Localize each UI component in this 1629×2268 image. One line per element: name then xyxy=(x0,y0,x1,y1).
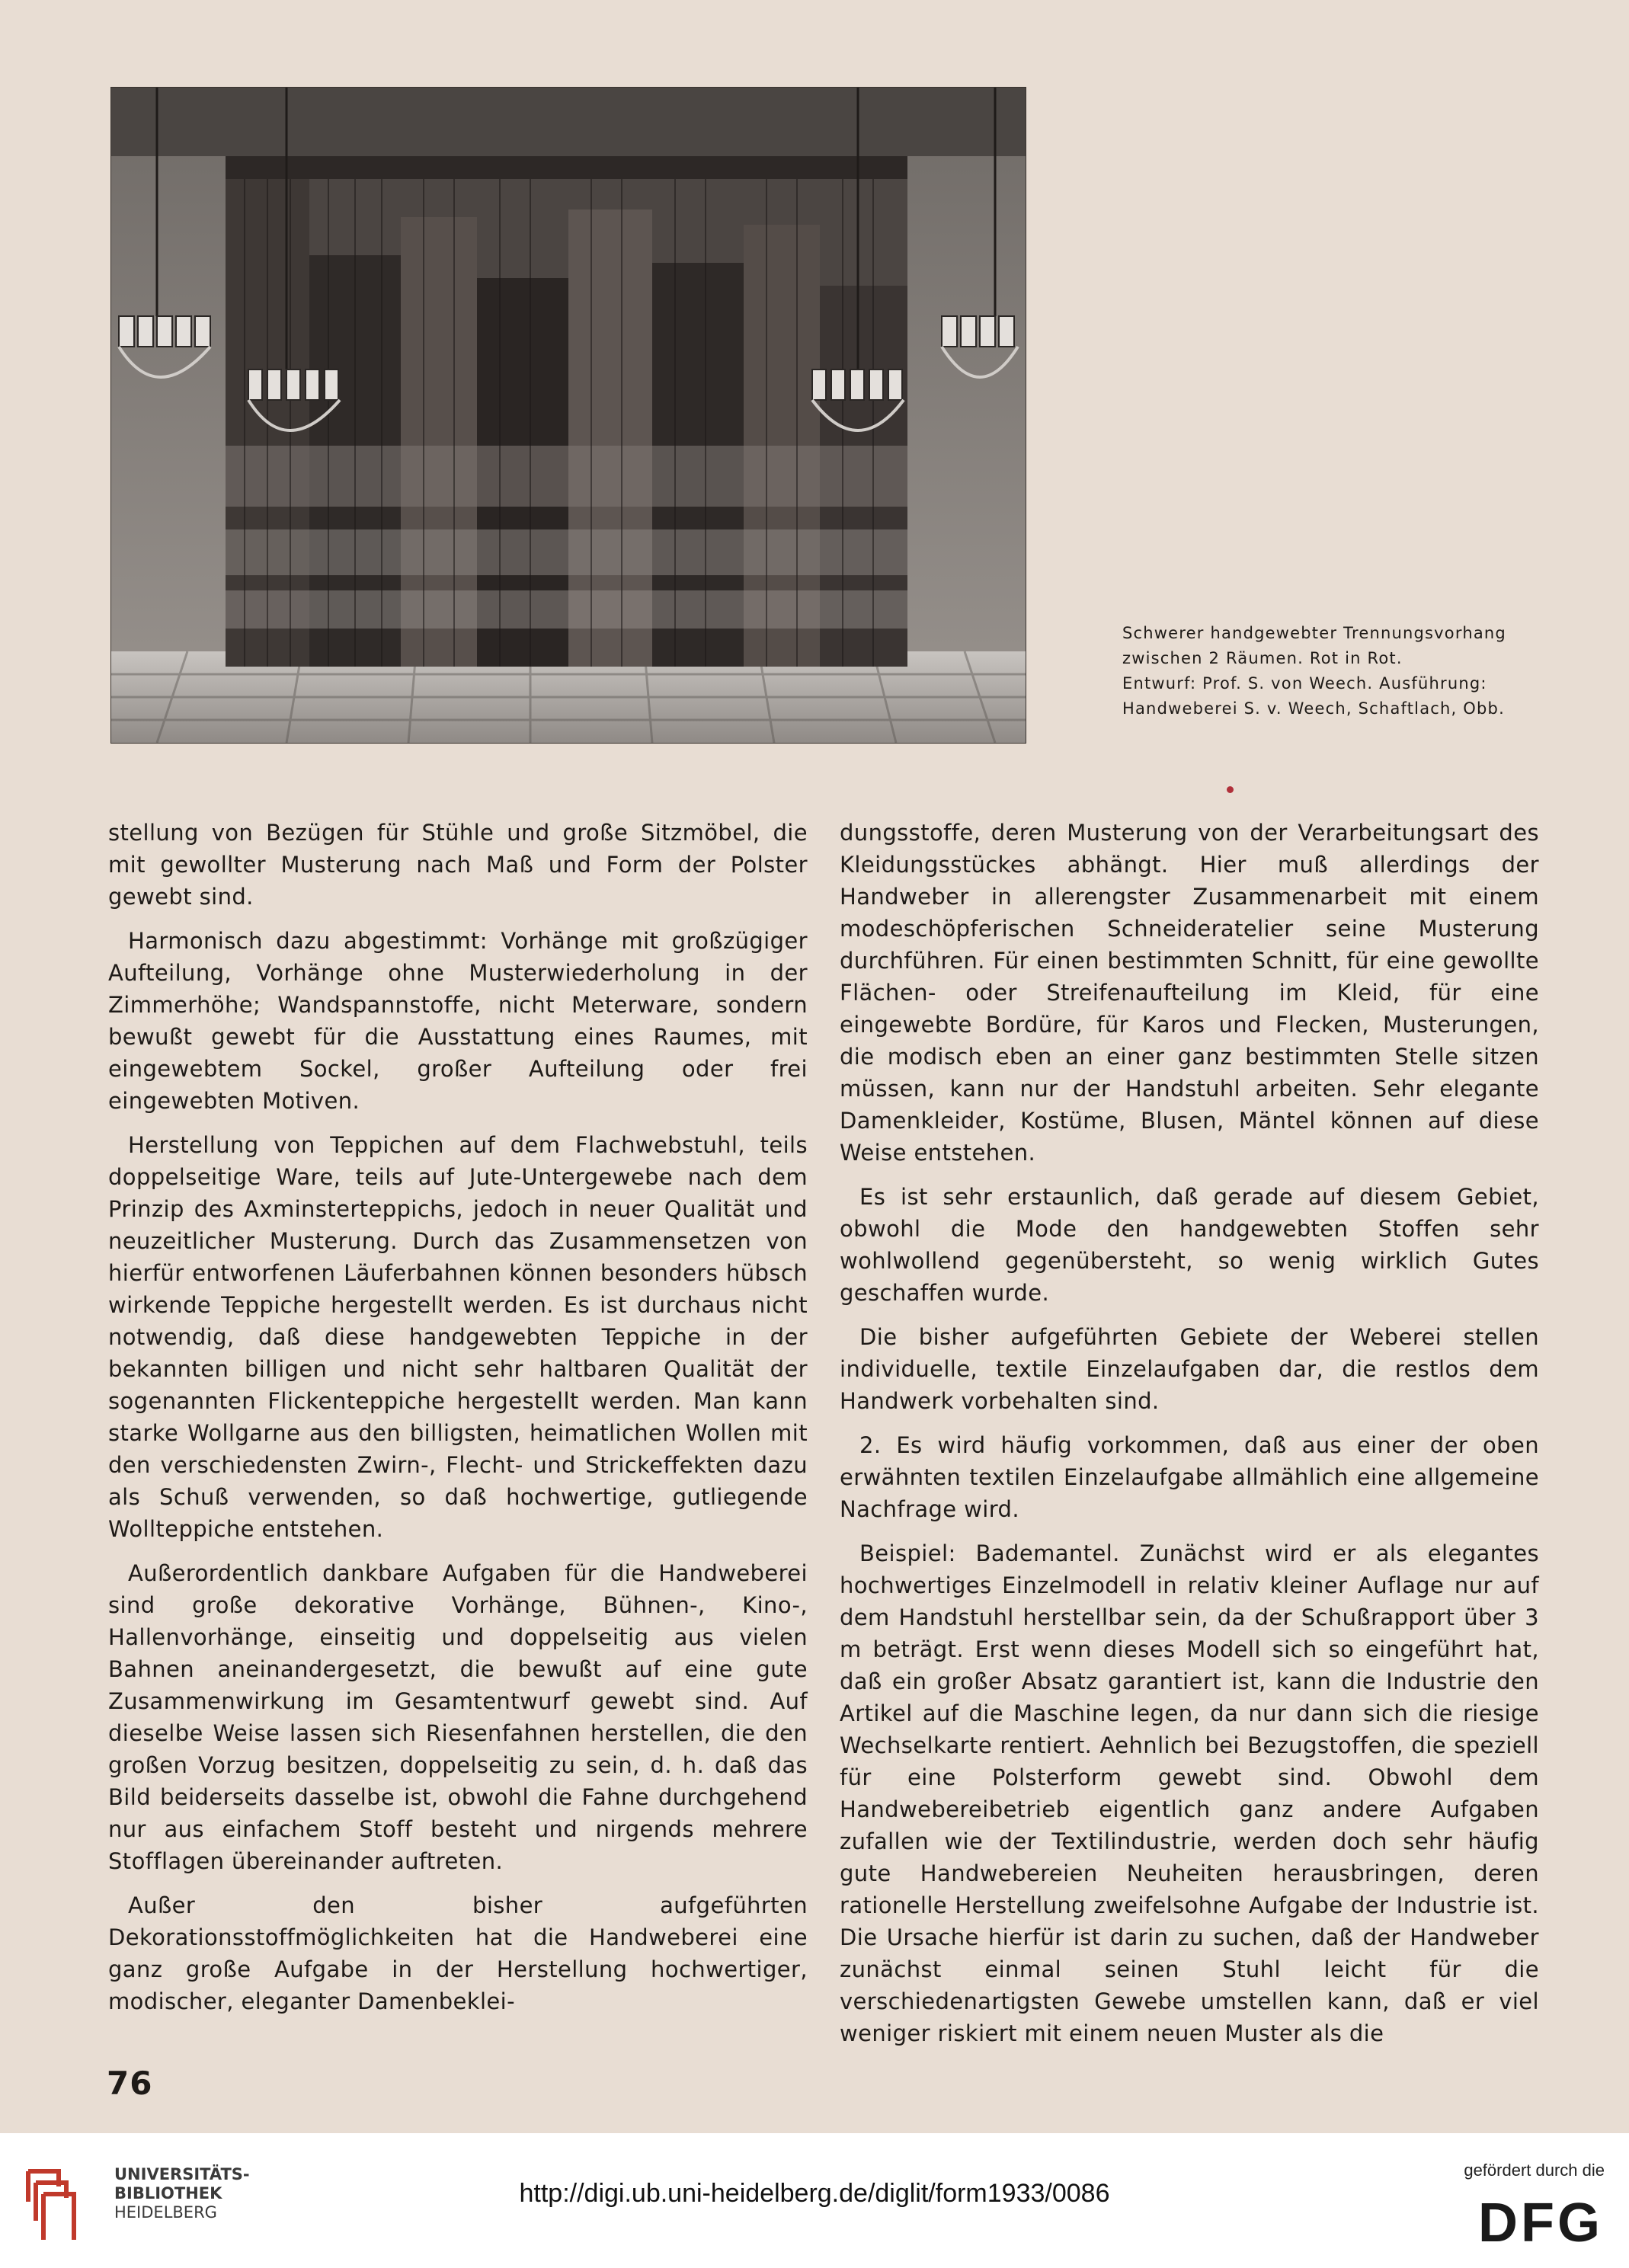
paragraph: Die bisher aufgeführten Gebiete der Weberei stellen individuelle, textile Einzelaufgaben dar, die restlos dem Handwerk vorbehalten sind. xyxy=(840,1324,1539,1414)
red-mark xyxy=(1227,786,1234,793)
caption-line: Entwurf: Prof. S. von Weech. Ausführung: xyxy=(1122,674,1487,693)
caption-line: Schwerer handgewebter Trennungsvorhang xyxy=(1122,624,1506,642)
digitization-footer xyxy=(0,2133,1629,2268)
paragraph: dungsstoffe, deren Musterung von der Verarbeitungsart des Kleidungsstückes abhängt. Hier muß allerdings der Handweber in allerengster Zusammenarbeit mit einem modeschöpferischen Schneideratelier seine Musterung durchführen. Für einen bestimmten Schnitt, für eine gewollte Flächen- oder Streifenaufteilung im Kleid, für eine eingewebte Bordüre, für Karos und Flecken, Musterungen, die modisch eben an einer ganz bestimmten Stelle sitzen müssen, kann nur der Handstuhl arbeiten. Sehr elegante Damenkleider, Kostüme, Blusen, Mäntel können auf diese Weise entstehen. xyxy=(840,820,1539,1166)
paragraph: Außerordentlich dankbare Aufgaben für die Handweberei sind große dekorative Vorhänge, Bühnen-, Kino-, Hallenvorhänge, einseitig und doppelseitig aus vielen Bahnen aneinandergesetzt, die bewußt auf eine gute Zusammenwirkung im Gesamtentwurf gewebt sind. Auf dieselbe Weise lassen sich Riesenfahnen herstellen, die den großen Vorzug besitzen, doppelseitig zu sein, d. h. daß das Bild beiderseits dasselbe ist, obwohl die Fahne durchgehend nur aus einfachem Stoff besteht und nirgends mehrere Stofflagen übereinander auftreten. xyxy=(108,1560,808,1874)
caption-line: zwischen 2 Räumen. Rot in Rot. xyxy=(1122,649,1403,667)
dfg-logo[interactable]: DFG xyxy=(1478,2193,1603,2254)
left-text-column xyxy=(108,817,808,2030)
paragraph: Es ist sehr erstaunlich, daß gerade auf diesem Gebiet, obwohl die Mode den handgewebten Stoffen sehr wohlwollend gegenübersteht, so wenig wirklich Gutes geschaffen wurde. xyxy=(840,1184,1539,1306)
paragraph: Harmonisch dazu abgestimmt: Vorhänge mit großzügiger Aufteilung, Vorhänge ohne Musterwiederholung in der Zimmerhöhe; Wandspannstoffe, nicht Meterware, sondern bewußt gewebt für die Ausstattung eines Raumes, mit eingewebtem Sockel, großer Aufteilung oder frei eingewebten Motiven. xyxy=(108,928,808,1114)
curtain-photograph xyxy=(111,88,1026,743)
permalink-url[interactable]: http://digi.ub.uni-heidelberg.de/diglit/form1933/0086 xyxy=(519,2179,1110,2208)
page-number: 76 xyxy=(107,2065,153,2102)
caption-line: Handweberei S. v. Weech, Schaftlach, Obb. xyxy=(1122,699,1505,718)
right-text-column xyxy=(840,817,1539,2062)
paragraph: Außer den bisher aufgeführten Dekorationsstoffmöglichkeiten hat die Handweberei eine ganz große Aufgabe in der Herstellung hochwertiger, modischer, eleganter Damenbeklei- xyxy=(108,1892,808,2014)
photo-caption xyxy=(1122,621,1534,721)
paragraph: stellung von Bezügen für Stühle und große Sitzmöbel, die mit gewollter Musterung nach Maß und Form der Polster gewebt sind. xyxy=(108,820,808,910)
paragraph: Herstellung von Teppichen auf dem Flachwebstuhl, teils doppelseitige Ware, teils auf Jute-Untergewebe nach dem Prinzip des Axminsterteppichs, jedoch in neuer Qualität und neuzeitlicher Musterung. Durch das Zusammensetzen von hierfür entworfenen Läuferbahnen können besonders hübsch wirkende Teppiche hergestellt werden. Es ist durchaus nicht notwendig, daß diese handgewebten Teppiche in der bekannten billigen und nicht sehr haltbaren Qualität der sogenannten Flickenteppiche hergestellt werden. Man kann starke Wollgarne aus den billigsten, heimatlichen Wollen mit den verschiedensten Zwirn-, Flecht- und Strickeffekten dazu als Schuß verwenden, so daß hochwertige, gutliegende Wollteppiche entstehen. xyxy=(108,1132,808,1542)
library-name-line: BIBLIOTHEK xyxy=(114,2184,222,2202)
paragraph: 2. Es wird häufig vorkommen, daß aus einer der oben erwähnten textilen Einzelaufgabe allmählich eine allgemeine Nachfrage wird. xyxy=(840,1432,1539,1522)
library-name-line: UNIVERSITÄTS- xyxy=(114,2165,250,2183)
curtain-photo-image xyxy=(111,88,1026,743)
library-name-line: HEIDELBERG xyxy=(114,2203,217,2222)
paragraph: Beispiel: Bademantel. Zunächst wird er als elegantes hochwertiges Einzelmodell in relativ kleiner Auflage nur auf dem Handstuhl herstellbar sein, da der Schußrapport über 3 m beträgt. Erst wenn dieses Modell sich so eingeführt hat, daß ein großer Absatz garantiert ist, kann die Industrie den Artikel auf die Maschine legen, da nur dann sich die riesige Wechselkarte rentiert. Aehnlich bei Bezugstoffen, die speziell für eine Polsterform gewebt sind. Obwohl dem Handwebereibetrieb eigentlich ganz andere Aufgaben zufallen wie der Textilindustrie, werden doch sehr häufig gute Handwebereien Neuheiten herausbringen, deren rationelle Herstellung zweifelsohne Aufgabe der Industrie ist. Die Ursache hierfür ist darin zu suchen, daß der Handweber zunächst einmal seinen Stuhl leicht für die verschiedenartigsten Gewebe umstellen kann, daß er viel weniger riskiert mit einem neuen Muster als die xyxy=(840,1540,1539,2046)
funded-by-label: gefördert durch die xyxy=(1464,2161,1605,2180)
